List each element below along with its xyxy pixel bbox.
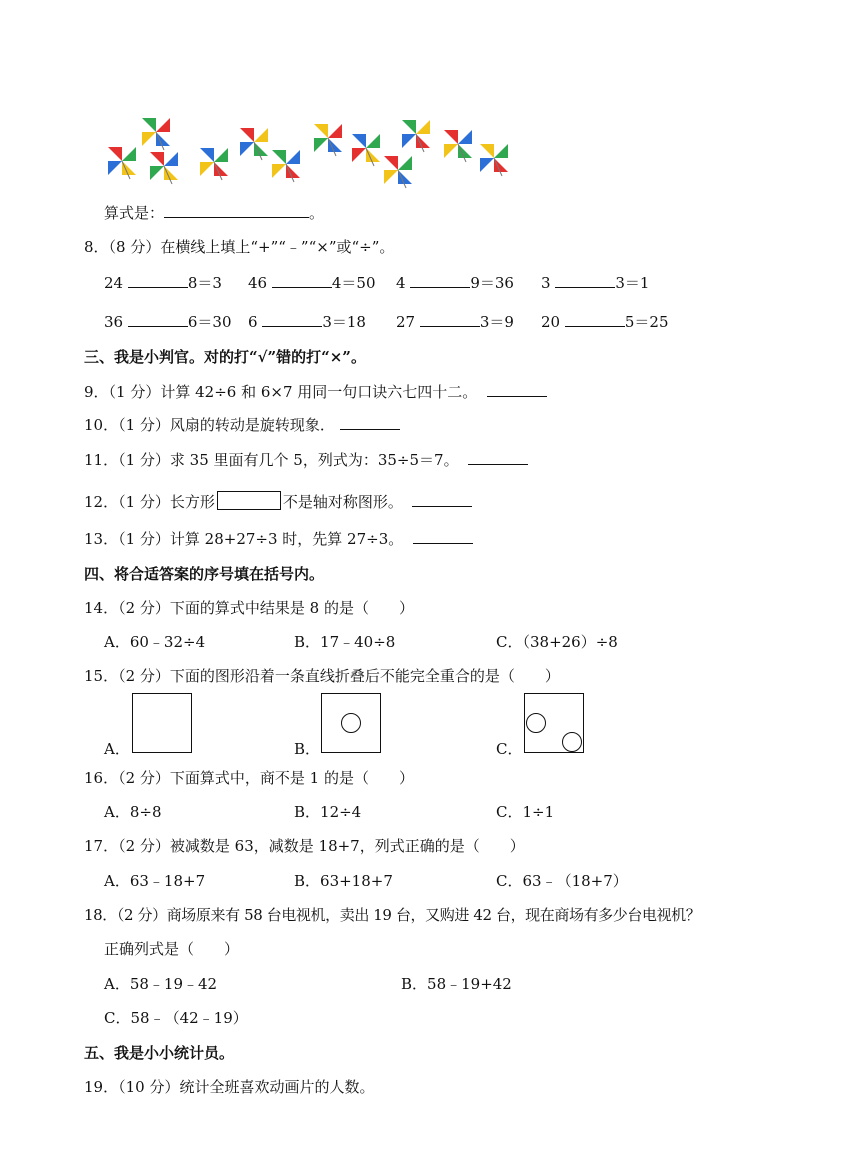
q8-item bbox=[248, 273, 376, 293]
q11 bbox=[84, 450, 528, 470]
pinwheel-icon bbox=[148, 150, 180, 182]
circle-shape bbox=[526, 713, 546, 733]
q14-option-c[interactable]: C．（38+26）÷8 bbox=[496, 633, 618, 651]
q12-answer-blank[interactable] bbox=[412, 492, 472, 507]
q8-item-right: 9＝36 bbox=[470, 274, 514, 292]
q8-item bbox=[104, 312, 232, 332]
q17-option-c[interactable]: C．63﹣（18+7） bbox=[496, 872, 628, 890]
q17-text: 17．（2 分）被减数是 63，减数是 18+7，列式正确的是（ ） bbox=[84, 837, 525, 855]
q8-item-left: 46 bbox=[248, 274, 268, 292]
q9-text: 9．（1 分）计算 42÷6 和 6×7 用同一句口诀六七四十二。 bbox=[84, 383, 478, 401]
q8-item bbox=[541, 273, 649, 293]
q7-formula-line bbox=[104, 203, 324, 223]
q8-item bbox=[396, 273, 514, 293]
q8-item-left: 36 bbox=[104, 313, 124, 331]
pinwheel-icon bbox=[140, 116, 172, 148]
square-figure bbox=[132, 693, 192, 753]
q16-option-c[interactable]: C．1÷1 bbox=[496, 803, 555, 821]
q8-item-left: 6 bbox=[248, 313, 258, 331]
q7-end: 。 bbox=[309, 204, 325, 222]
q18-option-b[interactable]: B．58﹣19+42 bbox=[401, 975, 512, 993]
q8-answer-blank[interactable] bbox=[565, 312, 625, 327]
q8-item-right: 5＝25 bbox=[624, 313, 669, 331]
q18-text: 18．（2 分）商场原来有 58 台电视机，卖出 19 台，又购进 42 台，现在商场有多少台电视机？ bbox=[84, 906, 701, 924]
pinwheel-icon bbox=[106, 145, 138, 177]
circle-shape bbox=[341, 713, 361, 733]
q8-item-right: 3＝1 bbox=[615, 274, 650, 292]
pinwheel-icon bbox=[350, 132, 382, 164]
q8-answer-blank[interactable] bbox=[128, 273, 188, 288]
q8-item bbox=[104, 273, 222, 293]
square-with-circle-figure bbox=[321, 693, 381, 753]
q8-item-right: 4＝50 bbox=[331, 274, 376, 292]
q18-option-a[interactable]: A．58﹣19﹣42 bbox=[104, 975, 218, 993]
q10 bbox=[84, 415, 400, 435]
q16-option-b[interactable]: B．12÷4 bbox=[294, 803, 362, 821]
q12-text-pre: 12．（1 分）长方形 bbox=[84, 493, 215, 511]
q9 bbox=[84, 382, 547, 402]
q8-item bbox=[248, 312, 366, 332]
q8-answer-blank[interactable] bbox=[272, 273, 332, 288]
q14-option-a[interactable]: A．60﹣32÷4 bbox=[104, 633, 206, 651]
q8-item-right: 6＝30 bbox=[187, 313, 232, 331]
q11-answer-blank[interactable] bbox=[468, 450, 528, 465]
q15-option-b[interactable]: B． bbox=[294, 740, 321, 758]
q17-option-b[interactable]: B．63+18+7 bbox=[294, 872, 393, 890]
q8-answer-blank[interactable] bbox=[262, 312, 322, 327]
q13-answer-blank[interactable] bbox=[413, 529, 473, 544]
q14-text: 14．（2 分）下面的算式中结果是 8 的是（ ） bbox=[84, 599, 414, 617]
q16-text: 16．（2 分）下面算式中，商不是 1 的是（ ） bbox=[84, 769, 414, 787]
rectangle-figure bbox=[217, 491, 281, 510]
q15-option-c[interactable]: C． bbox=[496, 740, 523, 758]
q8-item-left: 20 bbox=[541, 313, 561, 331]
q9-answer-blank[interactable] bbox=[487, 382, 547, 397]
section-3-heading: 三、我是小判官。对的打“√”错的打“×”。 bbox=[84, 348, 366, 366]
pinwheel-icon bbox=[238, 126, 270, 158]
q8-answer-blank[interactable] bbox=[420, 312, 480, 327]
q8-item bbox=[541, 312, 669, 332]
q8-answer-blank[interactable] bbox=[410, 273, 470, 288]
q8-item-right: 8＝3 bbox=[187, 274, 222, 292]
q8-item-left: 27 bbox=[396, 313, 416, 331]
q19-text: 19．（10 分）统计全班喜欢动画片的人数。 bbox=[84, 1078, 375, 1096]
q8-answer-blank[interactable] bbox=[555, 273, 615, 288]
pinwheel-icon bbox=[312, 122, 344, 154]
q8-item-left: 24 bbox=[104, 274, 124, 292]
q12-text-post: 不是轴对称图形。 bbox=[282, 493, 403, 511]
section-5-heading: 五、我是小小统计员。 bbox=[84, 1044, 235, 1062]
q15-option-a[interactable]: A． bbox=[104, 740, 130, 758]
pinwheel-icon bbox=[442, 128, 474, 160]
q12 bbox=[84, 491, 472, 512]
pinwheel-icon bbox=[400, 118, 432, 150]
q17-option-a[interactable]: A．63﹣18+7 bbox=[104, 872, 206, 890]
circle-shape bbox=[562, 732, 582, 752]
pinwheel-icon bbox=[382, 154, 414, 186]
q18-option-c[interactable]: C．58﹣（42﹣19） bbox=[104, 1009, 248, 1027]
q8-title: 8．（8 分）在横线上填上“+”“﹣”“×”或“÷”。 bbox=[84, 238, 395, 256]
q18-text-continued: 正确列式是（ ） bbox=[104, 940, 240, 958]
pinwheel-icon bbox=[198, 146, 230, 178]
pinwheel-icon bbox=[478, 142, 510, 174]
q7-answer-blank[interactable] bbox=[164, 203, 309, 218]
q16-option-a[interactable]: A．8÷8 bbox=[104, 803, 162, 821]
q11-text: 11．（1 分）求 35 里面有几个 5，列式为：35÷5＝7。 bbox=[84, 451, 459, 469]
square-with-two-circles-figure bbox=[524, 693, 584, 753]
q13-text: 13．（1 分）计算 28+27÷3 时，先算 27÷3。 bbox=[84, 530, 404, 548]
q8-item-left: 4 bbox=[396, 274, 406, 292]
q7-formula-label: 算式是： bbox=[104, 204, 165, 222]
q8-item-left: 3 bbox=[541, 274, 551, 292]
section-4-heading: 四、将合适答案的序号填在括号内。 bbox=[84, 565, 325, 583]
pinwheel-icon bbox=[270, 148, 302, 180]
q10-text: 10．（1 分）风扇的转动是旋转现象． bbox=[84, 416, 335, 434]
q14-option-b[interactable]: B．17﹣40÷8 bbox=[294, 633, 396, 651]
q8-item-right: 3＝18 bbox=[322, 313, 366, 331]
q8-item bbox=[396, 312, 514, 332]
q8-item-right: 3＝9 bbox=[479, 313, 514, 331]
q8-answer-blank[interactable] bbox=[128, 312, 188, 327]
q10-answer-blank[interactable] bbox=[340, 415, 400, 430]
q15-text: 15．（2 分）下面的图形沿着一条直线折叠后不能完全重合的是（ ） bbox=[84, 667, 560, 685]
q13 bbox=[84, 529, 473, 549]
